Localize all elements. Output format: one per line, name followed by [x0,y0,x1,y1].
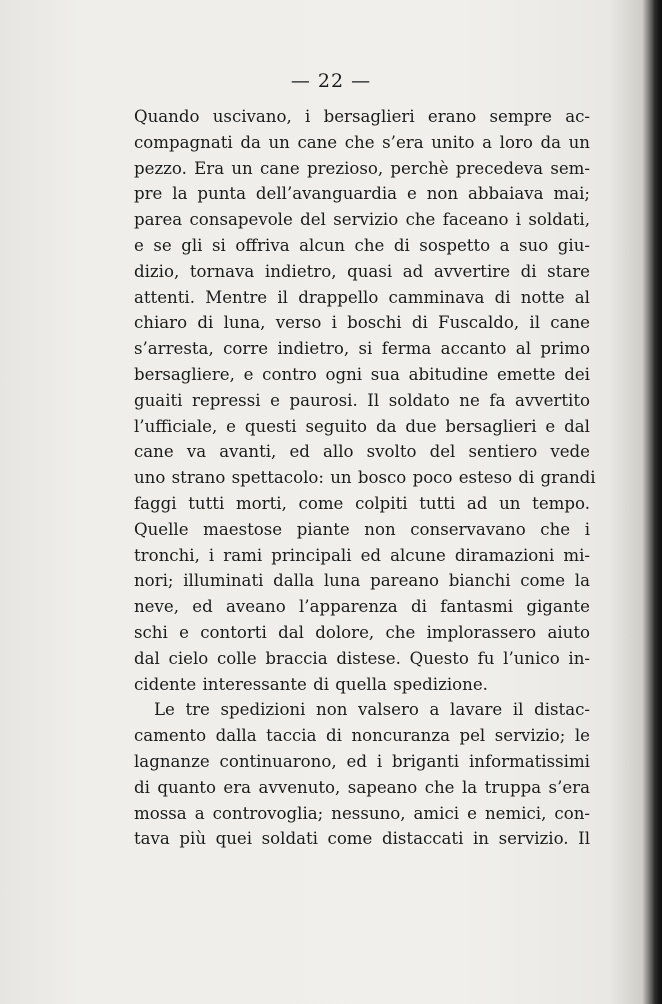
body-text [134,104,596,852]
text-line: guaiti repressi e paurosi. Il soldato ne fa avvertito [134,390,590,410]
text-line: tava più quei soldati come distaccati in servizio. Il [134,829,590,849]
text-line: mossa a controvoglia; nessuno, amici e nemici, con- [134,803,590,823]
text-line: Le tre spedizioni non valsero a lavare il distac- [154,700,590,720]
paragraph-1 [134,104,596,697]
text-line: parea consapevole del servizio che faceano i soldati, [134,210,590,230]
text-line: bersagliere, e contro ogni sua abitudine emette dei [134,364,590,384]
text-line: pre la punta dell’avanguardia e non abbaiava mai; [134,184,590,204]
text-line: cane va avanti, ed allo svolto del sentiero vede [134,442,590,462]
text-line: attenti. Mentre il drappello camminava di notte al [134,287,590,307]
text-line: chiaro di luna, verso i boschi di Fuscaldo, il cane [134,313,590,333]
text-line: pezzo. Era un cane prezioso, perchè precedeva sem- [134,158,590,178]
text-line: dizio, tornava indietro, quasi ad avvertire di stare [134,261,590,281]
text-line: l’ufficiale, e questi seguito da due bersaglieri e dal [134,416,590,436]
page-number: — 22 — [290,70,372,92]
paragraph-2 [134,697,590,852]
text-line: Quelle maestose piante non conservavano che i [134,519,590,539]
text-line: tronchi, i rami principali ed alcune diramazioni mi- [134,545,590,565]
text-line: schi e contorti dal dolore, che implorassero aiuto [134,622,590,642]
text-line: faggi tutti morti, come colpiti tutti ad un tempo. [134,493,590,513]
text-line: Quando uscivano, i bersaglieri erano sempre ac- [134,107,590,126]
page-edge-shadow [652,0,662,1004]
text-line: compagnati da un cane che s’era unito a loro da un [134,132,590,152]
text-line: cidente interessante di quella spedizione. [134,674,488,694]
text-line: lagnanze continuarono, ed i briganti informatissimi [134,751,590,771]
text-line: neve, ed aveano l’apparenza di fantasmi gigante [134,597,590,617]
text-line: nori; illuminati dalla luna pareano bianchi come la [134,571,590,591]
text-line: uno strano spettacolo: un bosco poco esteso di grandi [134,468,596,488]
text-line: di quanto era avvenuto, sapeano che la truppa s’era [134,777,590,797]
text-line: s’arresta, corre indietro, si ferma accanto al primo [134,339,590,359]
text-line: dal cielo colle braccia distese. Questo fu l’unico in- [134,648,590,668]
text-line: camento dalla taccia di noncuranza pel servizio; le [134,726,590,746]
text-line: e se gli si offriva alcun che di sospetto a suo giu- [134,235,590,255]
